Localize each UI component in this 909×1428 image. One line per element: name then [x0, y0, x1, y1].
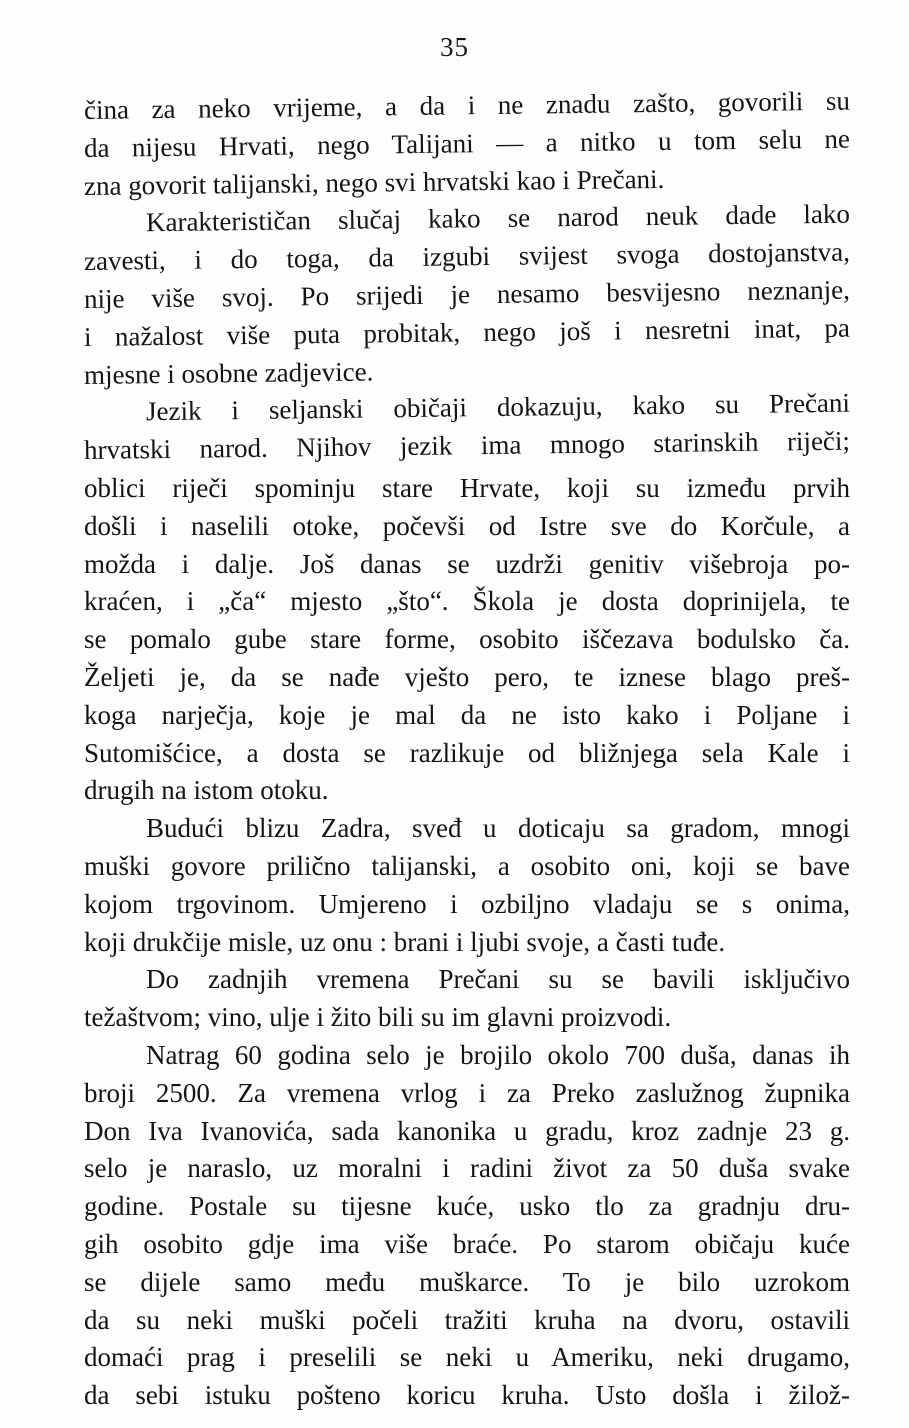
text-line: se dijele samo među muškarce. To je bilo uzrokom — [84, 1266, 850, 1297]
text-line: Natrag 60 godina selo je brojilo okolo 700 duša, danas ih — [146, 1039, 850, 1070]
text-line: Karakterističan slučaj kako se narod neuk dade lako — [145, 199, 851, 238]
text-line: da nijesu Hrvati, nego Talijani — a nitko u tom selu ne — [83, 123, 851, 163]
text-line: Don Iva Ivanovića, sada kanonika u gradu, kroz zadnje 23 g. — [84, 1115, 850, 1146]
text-line: Željeti je, da se nađe vješto pero, te iznese blago preš- — [84, 661, 850, 692]
text-line: Sutomišćice, a dosta se razlikuje od bližnjega sela Kale i — [84, 737, 850, 768]
text-line: Do zadnjih vremena Prečani su se bavili isključivo — [146, 964, 850, 995]
text-line: kraćen, i „ča“ mjesto „što“. Škola je dosta doprinijela, te — [84, 586, 850, 617]
text-line: gih osobito gdje ima više braće. Po starom običaju kuće — [84, 1228, 850, 1259]
text-line: koga narječja, koje je mal da ne isto kako i Poljane i — [84, 699, 850, 730]
text-line: godine. Postale su tijesne kuće, usko tlo za gradnju dru- — [84, 1191, 850, 1222]
text-line: koji drukčije misle, uz onu : brani i ljubi svoje, a časti tuđe. — [84, 926, 726, 957]
body-text — [83, 85, 851, 1415]
text-line: domaći prag i preselili se neki u Ameriku, neki drugamo, — [84, 1342, 850, 1373]
text-line: čina za neko vrijeme, a da i ne znadu zašto, govorili su — [83, 85, 851, 125]
text-line: nije više svoj. Po srijedi je nesamo besvijesno neznanje, — [83, 274, 851, 314]
page-number: 35 — [440, 32, 469, 62]
text-line: oblici riječi spominju stare Hrvate, koji su između prvih — [84, 472, 850, 503]
text-line: hrvatski narod. Njihov jezik ima mnogo starinskih riječi; — [83, 425, 851, 466]
text-line: broji 2500. Za vremena vrlog i za Preko zaslužnog župnika — [84, 1077, 850, 1108]
text-line: možda i dalje. Još danas se uzdrži genitiv višebroja po- — [84, 548, 850, 579]
text-line: da sebi istuku pošteno koricu kruha. Usto došla i žilož- — [84, 1380, 850, 1411]
text-line: Budući blizu Zadra, sveđ u doticaju sa gradom, mnogi — [146, 813, 850, 844]
text-line: težaštvom; vino, ulje i žito bili su im glavni proizvodi. — [84, 1002, 672, 1033]
text-line: došli i naselili otoke, počevši od Istre sve do Korčule, a — [84, 510, 850, 541]
text-line: da su neki muški počeli tražiti kruha na dvoru, ostavili — [84, 1304, 850, 1335]
text-line: Jezik i seljanski običaji dokazuju, kako su Prečani — [145, 388, 851, 427]
text-line: i nažalost više puta probitak, nego još i nesretni inat, pa — [83, 312, 851, 352]
text-line: zna govorit talijanski, nego svi hrvatski kao i Prečani. — [83, 163, 665, 201]
text-line: drugih na istom otoku. — [84, 775, 329, 806]
text-line: muški govore prilično talijanski, a osobito oni, koji se bave — [84, 850, 850, 881]
text-line: selo je naraslo, uz moralni i radini život za 50 duša svake — [84, 1153, 850, 1184]
text-line: kojom trgovinom. Umjereno i ozbiljno vladaju se s onima, — [84, 888, 850, 919]
text-line: zavesti, i do toga, da izgubi svijest svoga dostojanstva, — [83, 236, 851, 277]
text-line: se pomalo gube stare forme, osobito iščezava bodulsko ča. — [84, 624, 850, 655]
text-line: mjesne i osobne zadjevice. — [83, 356, 374, 390]
